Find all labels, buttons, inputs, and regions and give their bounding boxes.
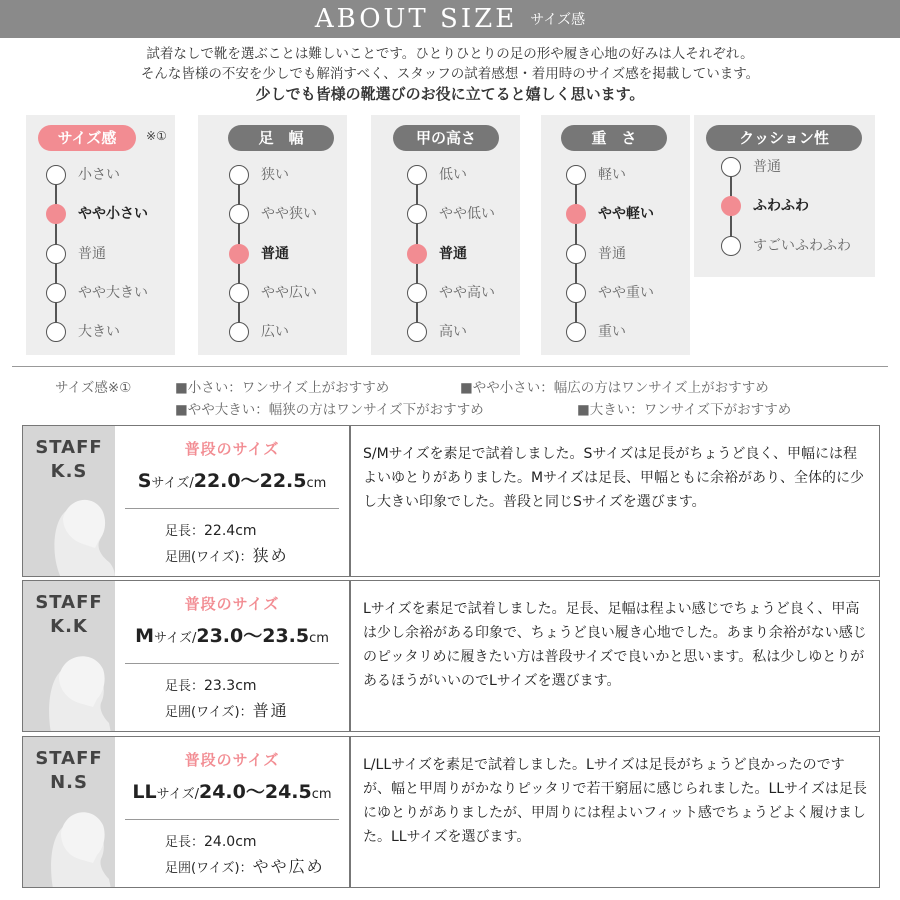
scale-dot [229, 322, 249, 342]
intro-line: 少しでも皆様の靴選びのお役に立てると嬉しく思います。 [255, 85, 645, 103]
column-divider [349, 737, 351, 887]
usual-size-heading: 普段のサイズ [184, 440, 280, 458]
scale-dot-selected [721, 196, 741, 216]
legend-label: サイズ感※① [55, 380, 132, 396]
scale-dot [46, 322, 66, 342]
column-divider [349, 581, 351, 731]
scale-dot [407, 283, 427, 303]
staff-comment: Lサイズを素足で試着しました。足長、足幅は程よい感じでちょうど良く、甲高は少し余裕がある印象で、ちょうど良い履き心地でした。あまり余裕がない感じのピッタリめに履きたい方は普段サイズで良いかと思います。私は少しゆとりがあるほうがいいのでLサイズを選びます。 [363, 601, 867, 689]
scale-title: クッション性 [706, 125, 862, 151]
scale-dot [566, 165, 586, 185]
page-title: ABOUT SIZE [314, 4, 518, 34]
intro-line: そんな皆様の不安を少しでも解消すべく、スタッフの試着感想・着用時のサイズ感を掲載しています。 [140, 66, 760, 82]
staff-label: STAFF K.S [23, 436, 115, 484]
scale-dot [566, 322, 586, 342]
scale-title: サイズ感 [38, 125, 136, 151]
usual-size-heading: 普段のサイズ [184, 595, 280, 613]
scale-panel-cushion: クッション性 普通 ふわふわ すごいふわふわ [694, 115, 875, 277]
usual-size: Mサイズ/23.0〜23.5cm [135, 625, 329, 647]
info-rule [125, 819, 339, 820]
staff-label: STAFF K.K [23, 591, 115, 639]
staff-initials: K.S [50, 461, 88, 482]
scale-panel-instep: 甲の高さ 低い やや低い 普通 やや高い 高い [371, 115, 520, 355]
staff-initials: K.K [50, 616, 88, 637]
staff-size-info [115, 426, 349, 576]
foot-width: 足囲(ワイズ)：狭め [165, 546, 289, 565]
scale-panel-weight: 重 さ 軽い やや軽い 普通 やや重い 重い [541, 115, 690, 355]
staff-comment: L/LLサイズを素足で試着しました。Lサイズは足長がちょうど良かったのですが、幅と甲周りがかなりピッタリで若干窮屈に感じられました。LLサイズは足長にゆとりがありましたが、甲周りには程よいフィット感でちょうどよく履けました。LLサイズを選びます。 [363, 757, 867, 845]
scale-dot [229, 165, 249, 185]
staff-size-info [115, 737, 349, 887]
scale-panel-size: サイズ感 ※① 小さい やや小さい 普通 やや大きい 大きい [26, 115, 175, 355]
staff-label: STAFF N.S [23, 747, 115, 795]
staff-sidebar [23, 426, 115, 576]
scale-dot [407, 204, 427, 224]
staff-size-info [115, 581, 349, 731]
scale-dot [721, 236, 741, 256]
scale-dot-selected [46, 204, 66, 224]
scale-dot-selected [229, 244, 249, 264]
foot-length: 足長：24.0cm [165, 834, 257, 850]
page-header [0, 0, 900, 38]
info-rule [125, 663, 339, 664]
staff-comment: S/Mサイズを素足で試着しました。Sサイズは足長がちょうど良く、甲幅には程よいゆとりがありました。Mサイズは足長、甲幅ともに余裕があり、全体的に少し大きい印象でした。普段と同じSサイズを選びます。 [363, 446, 864, 510]
usual-size: Sサイズ/22.0〜22.5cm [137, 470, 327, 492]
scale-title: 重 さ [561, 125, 667, 151]
staff-sidebar [23, 581, 115, 731]
column-divider [349, 426, 351, 576]
staff-card [22, 736, 880, 888]
scale-dot-selected [566, 204, 586, 224]
scale-dot-selected [407, 244, 427, 264]
staff-initials: N.S [50, 772, 88, 793]
intro-text [0, 44, 900, 104]
info-rule [125, 508, 339, 509]
scale-dot [407, 165, 427, 185]
intro-line: 試着なしで靴を選ぶことは難しいことです。ひとりひとりの足の形や履き心地の好みは人それぞれ。 [146, 46, 754, 62]
foot-width: 足囲(ワイズ)：やや広め [165, 857, 325, 876]
scale-title: 甲の高さ [393, 125, 499, 151]
usual-size: LLサイズ/24.0〜24.5cm [132, 781, 332, 803]
scale-dot [229, 204, 249, 224]
legend-item: ■やや小さい：幅広の方はワンサイズ上がおすすめ [460, 380, 769, 396]
scale-dot [407, 322, 427, 342]
scale-dot [46, 165, 66, 185]
foot-length: 足長：22.4cm [165, 523, 257, 539]
staff-card [22, 425, 880, 577]
scale-note: ※① [146, 129, 167, 143]
scale-dot [566, 244, 586, 264]
scale-title: 足 幅 [228, 125, 334, 151]
staff-sidebar [23, 737, 115, 887]
scale-dot [229, 283, 249, 303]
scale-dot [46, 244, 66, 264]
legend-item: ■小さい：ワンサイズ上がおすすめ [175, 380, 390, 396]
section-divider [12, 366, 888, 367]
usual-size-heading: 普段のサイズ [184, 751, 280, 769]
scale-dot [721, 157, 741, 177]
foot-length: 足長：23.3cm [165, 678, 257, 694]
page-subtitle: サイズ感 [530, 12, 586, 28]
scale-dot [566, 283, 586, 303]
scale-dot [46, 283, 66, 303]
staff-card [22, 580, 880, 732]
legend-item: ■やや大きい：幅狭の方はワンサイズ下がおすすめ [175, 402, 484, 418]
foot-width: 足囲(ワイズ)：普通 [165, 701, 289, 720]
scale-panel-width: 足 幅 狭い やや狭い 普通 やや広い 広い [198, 115, 347, 355]
legend-item: ■大きい：ワンサイズ下がおすすめ [577, 402, 792, 418]
